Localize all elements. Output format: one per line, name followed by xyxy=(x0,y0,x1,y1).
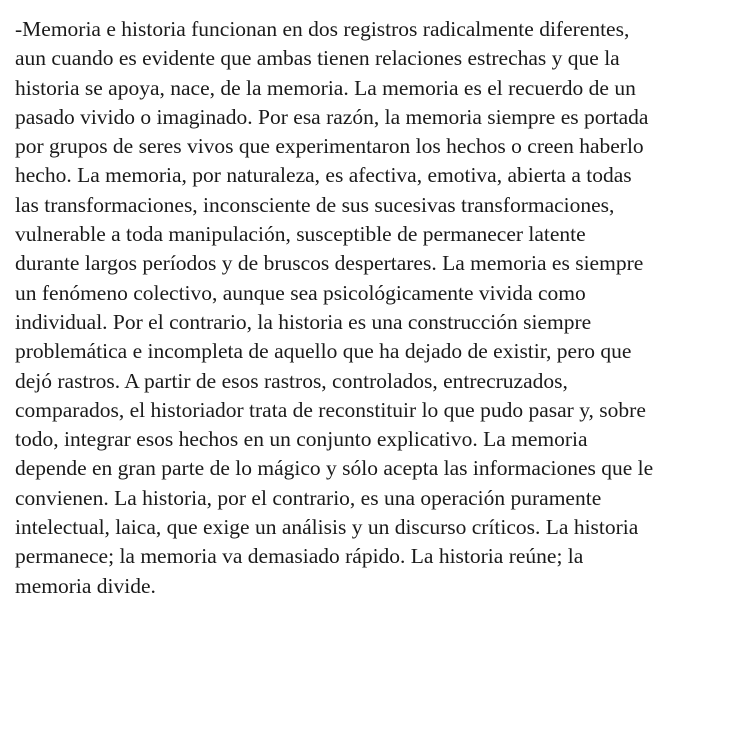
paragraph-line: depende en gran parte de lo mágico y sólo acepta las informaciones que le xyxy=(15,456,654,481)
paragraph-line: problemática e incompleta de aquello que ha dejado de existir, pero que xyxy=(15,339,632,364)
paragraph-line: pasado vivido o imaginado. Por esa razón, la memoria siempre es portada xyxy=(15,104,649,129)
paragraph-line: intelectual, laica, que exige un análisis y un discurso críticos. La historia xyxy=(15,515,639,540)
paragraph-line: aun cuando es evidente que ambas tienen relaciones estrechas y que la xyxy=(15,46,620,71)
paragraph-line: comparados, el historiador trata de reconstituir lo que pudo pasar y, sobre xyxy=(15,397,646,422)
paragraph-line: -Memoria e historia funcionan en dos registros radicalmente diferentes, xyxy=(15,17,630,41)
memoria-historia-paragraph xyxy=(15,15,745,601)
paragraph-line: las transformaciones, inconsciente de sus sucesivas transformaciones, xyxy=(15,192,615,217)
paragraph-line: memoria divide. xyxy=(15,573,156,598)
paragraph-line: por grupos de seres vivos que experimentaron los hechos o creen haberlo xyxy=(15,134,644,159)
paragraph-line: todo, integrar esos hechos en un conjunto explicativo. La memoria xyxy=(15,427,588,452)
paragraph-line: convienen. La historia, por el contrario, es una operación puramente xyxy=(15,485,602,510)
paragraph-line: hecho. La memoria, por naturaleza, es afectiva, emotiva, abierta a todas xyxy=(15,163,632,188)
paragraph-line: individual. Por el contrario, la historia es una construcción siempre xyxy=(15,309,592,334)
paragraph-line: durante largos períodos y de bruscos despertares. La memoria es siempre xyxy=(15,251,644,276)
paragraph-line: vulnerable a toda manipulación, susceptible de permanecer latente xyxy=(15,222,586,247)
paragraph-line: un fenómeno colectivo, aunque sea psicológicamente vivida como xyxy=(15,280,586,305)
paragraph-line: permanece; la memoria va demasiado rápido. La historia reúne; la xyxy=(15,544,584,569)
paragraph-line: historia se apoya, nace, de la memoria. La memoria es el recuerdo de un xyxy=(15,75,636,100)
paragraph-line: dejó rastros. A partir de esos rastros, controlados, entrecruzados, xyxy=(15,368,568,393)
